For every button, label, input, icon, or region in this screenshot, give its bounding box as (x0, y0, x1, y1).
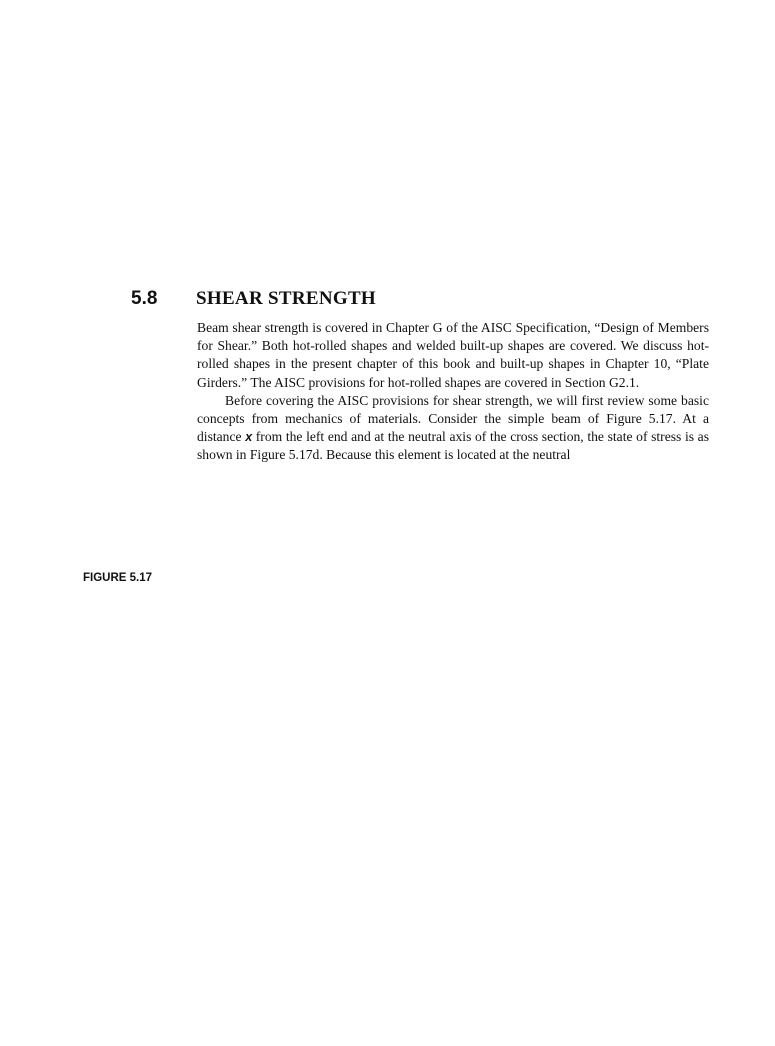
paragraph-2-text-a: Before covering the AISC provisions for shear strength, we will first review some basic concepts from mechanics of materials. Consider the simple beam of Figure 5.17. At a distance (197, 392, 709, 445)
section-body (197, 319, 709, 465)
paragraph-2 (197, 392, 709, 465)
variable-x: x (245, 430, 253, 445)
section-number: 5.8 (131, 288, 158, 309)
paragraph-1: Beam shear strength is covered in Chapter G of the AISC Specification, “Design of Members for Shear.” Both hot-rolled shapes and welded built-up shapes are covered. We discuss hot-rolled shapes in the present chapter of this book and built-up shapes in Chapter 10, “Plate Girders.” The AISC provisions for hot-rolled shapes are covered in Section G2.1. (197, 320, 709, 390)
figure-label: FIGURE 5.17 (83, 572, 153, 584)
section-title: SHEAR STRENGTH (196, 288, 376, 309)
paragraph-2-text-b: from the left end and at the neutral axis of the cross section, the state of stress is as shown in Figure 5.17d. Because this element is located at the neutral (197, 429, 709, 463)
